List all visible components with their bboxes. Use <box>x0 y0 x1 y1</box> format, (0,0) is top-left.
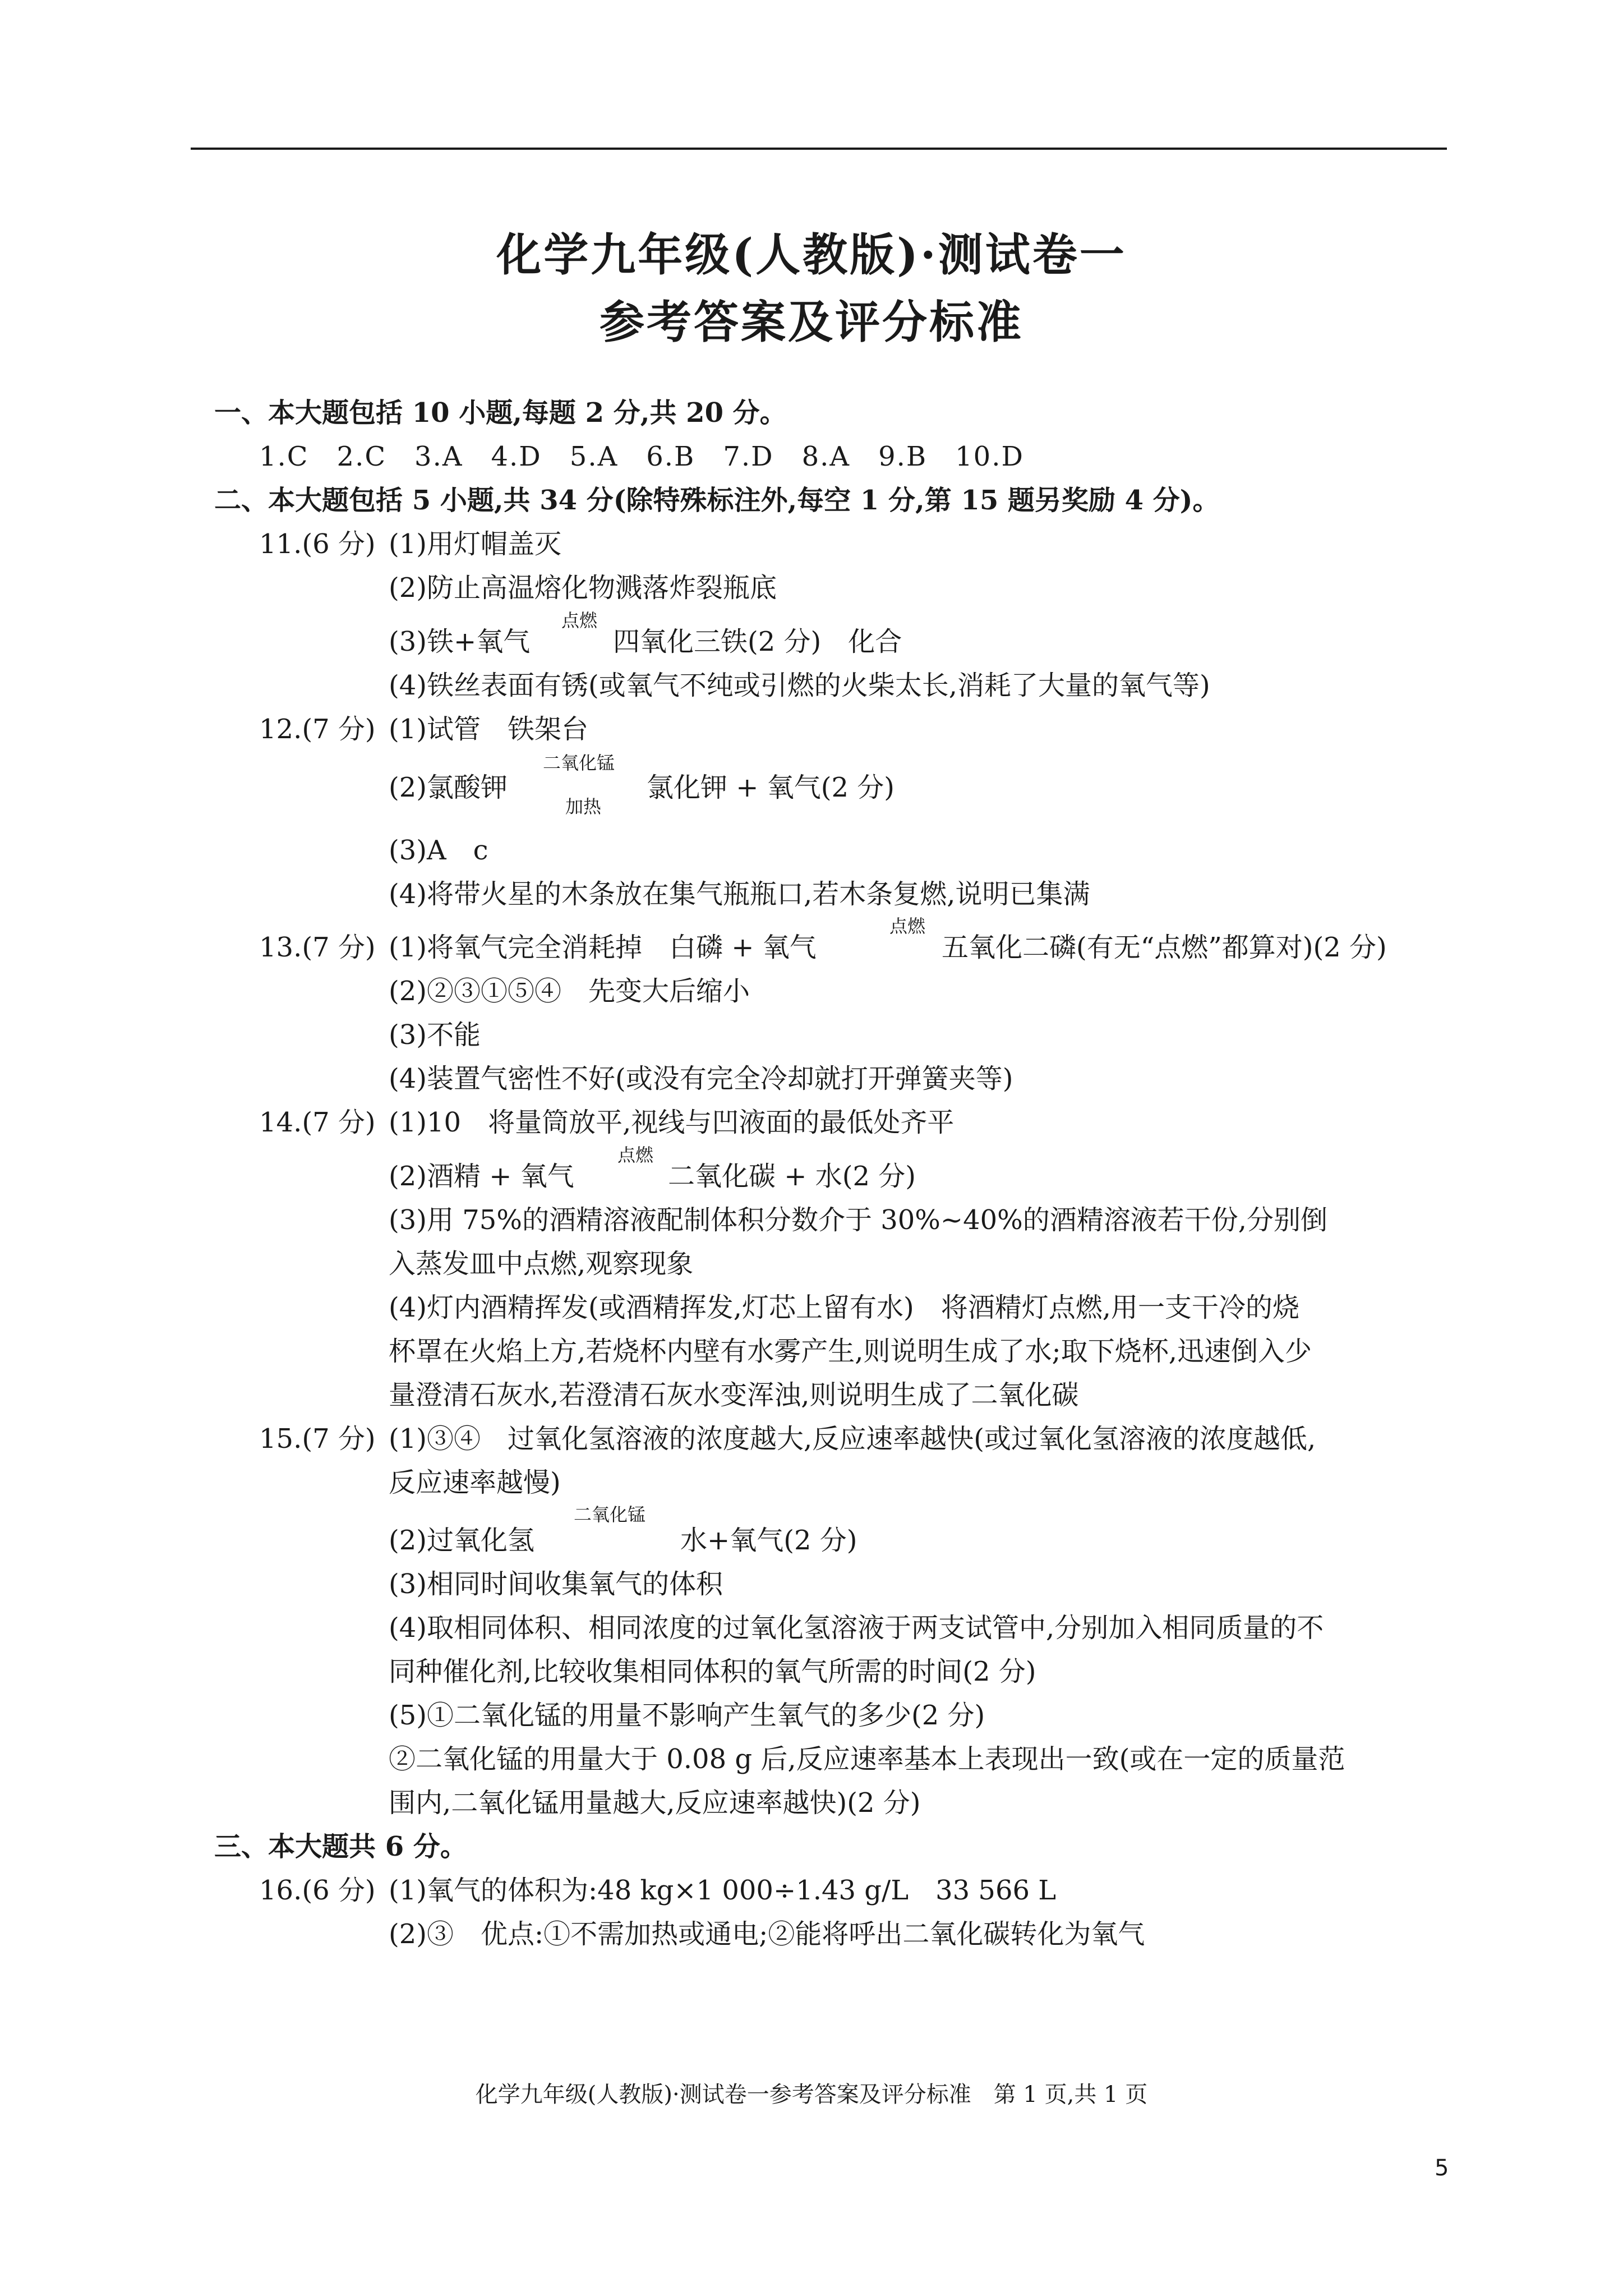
section-1-heading: 一、本大题包括 10 小题,每题 2 分,共 20 分。 <box>214 397 787 429</box>
q13-part2: (2)②③①⑤④ 先变大后缩小 <box>389 976 750 1007</box>
q11-reaction-condition: 点燃 <box>561 610 598 631</box>
q16-part2: (2)③ 优点:①不需加热或通电;②能将呼出二氧化碳转化为氧气 <box>389 1918 1145 1950</box>
q14-part4-line2: 杯罩在火焰上方,若烧杯内壁有水雾产生,则说明生成了水;取下烧杯,迅速倒入少 <box>389 1336 1312 1367</box>
page-footer: 化学九年级(人教版)·测试卷一参考答案及评分标准 第 1 页,共 1 页 <box>475 2082 1148 2108</box>
section-2-heading: 二、本大题包括 5 小题,共 34 分(除特殊标注外,每空 1 分,第 15 题另奖励 4 分)。 <box>214 485 1220 516</box>
q12-part4: (4)将带火星的木条放在集气瓶瓶口,若木条复燃,说明已集满 <box>389 878 1090 910</box>
q14-reaction-condition: 点燃 <box>617 1144 654 1166</box>
q12-part2-reactant: (2)氯酸钾 <box>389 772 508 803</box>
q11-part3-reactants: (3)铁+氧气 <box>389 626 531 657</box>
q15-part5-line3: 围内,二氧化锰用量越大,反应速率越快)(2 分) <box>389 1787 921 1819</box>
q14-part1: (1)10 将量筒放平,视线与凹液面的最低处齐平 <box>389 1107 955 1138</box>
q15-part1-line1: (1)③④ 过氧化氢溶液的浓度越大,反应速率越快(或过氧化氢溶液的浓度越低, <box>389 1423 1316 1455</box>
q14-part2-reactants: (2)酒精 + 氧气 <box>389 1161 574 1192</box>
section-3-heading: 三、本大题共 6 分。 <box>214 1831 467 1862</box>
q16-part1: (1)氧气的体积为:48 kg×1 000÷1.43 g/L 33 566 L <box>389 1875 1057 1906</box>
q13-number: 13.(7 分) <box>259 932 376 963</box>
q14-part2-products: 二氧化碳 + 水(2 分) <box>668 1161 916 1192</box>
q15-part2-reactant: (2)过氧化氢 <box>389 1525 534 1556</box>
q11-part3-products: 四氧化三铁(2 分) 化合 <box>613 626 902 657</box>
q15-part3: (3)相同时间收集氧气的体积 <box>389 1568 723 1600</box>
q15-catalyst-label: 二氧化锰 <box>574 1504 646 1525</box>
q13-part4: (4)装置气密性不好(或没有完全冷却就打开弹簧夹等) <box>389 1063 1013 1094</box>
q12-part1: (1)试管 铁架台 <box>389 714 588 745</box>
q15-part4-line1: (4)取相同体积、相同浓度的过氧化氢溶液于两支试管中,分别加入相同质量的不 <box>389 1612 1324 1644</box>
q15-part5-line2: ②二氧化锰的用量大于 0.08 g 后,反应速率基本上表现出一致(或在一定的质量范 <box>389 1743 1345 1775</box>
page-title: 化学九年级(人教版)·测试卷一 <box>496 228 1127 281</box>
q16-number: 16.(6 分) <box>259 1875 376 1906</box>
q12-part3: (3)A c <box>389 835 488 866</box>
q15-part4-line2: 同种催化剂,比较收集相同体积的氧气所需的时间(2 分) <box>389 1656 1036 1687</box>
q14-part3-line1: (3)用 75%的酒精溶液配制体积分数介于 30%~40%的酒精溶液若干份,分别倒 <box>389 1204 1328 1236</box>
q13-part1-products: 五氧化二磷(有无“点燃”都算对)(2 分) <box>942 932 1387 963</box>
q11-part1: (1)用灯帽盖灭 <box>389 528 561 560</box>
q13-part1-reactants: (1)将氧气完全消耗掉 白磷 + 氧气 <box>389 932 817 963</box>
page-number: 5 <box>1435 2155 1449 2181</box>
q14-part4-line1: (4)灯内酒精挥发(或酒精挥发,灯芯上留有水) 将酒精灯点燃,用一支干冷的烧 <box>389 1292 1299 1323</box>
q11-part4: (4)铁丝表面有锈(或氧气不纯或引燃的火柴太长,消耗了大量的氧气等) <box>389 670 1210 701</box>
page-subtitle: 参考答案及评分标准 <box>600 296 1023 348</box>
q11-number: 11.(6 分) <box>259 528 376 560</box>
q15-part5-line1: (5)①二氧化锰的用量不影响产生氧气的多少(2 分) <box>389 1700 985 1731</box>
q12-heating-label: 加热 <box>565 796 602 817</box>
q14-part4-line3: 量澄清石灰水,若澄清石灰水变浑浊,则说明生成了二氧化碳 <box>389 1379 1079 1411</box>
q12-number: 12.(7 分) <box>259 714 376 745</box>
q13-part3: (3)不能 <box>389 1019 481 1051</box>
q14-number: 14.(7 分) <box>259 1107 376 1138</box>
q15-number: 15.(7 分) <box>259 1423 376 1455</box>
q11-part2: (2)防止高温熔化物溅落炸裂瓶底 <box>389 572 777 604</box>
section-1-answers: 1.C 2.C 3.A 4.D 5.A 6.B 7.D 8.A 9.B 10.D <box>259 441 1024 472</box>
q13-reaction-condition: 点燃 <box>889 915 926 937</box>
q15-part2-products: 水+氧气(2 分) <box>680 1525 857 1556</box>
q12-catalyst-label: 二氧化锰 <box>543 752 615 774</box>
q15-part1-line2: 反应速率越慢) <box>389 1467 561 1498</box>
q14-part3-line2: 入蒸发皿中点燃,观察现象 <box>389 1248 694 1280</box>
top-rule <box>191 148 1447 150</box>
q12-part2-products: 氯化钾 + 氧气(2 分) <box>647 772 895 803</box>
